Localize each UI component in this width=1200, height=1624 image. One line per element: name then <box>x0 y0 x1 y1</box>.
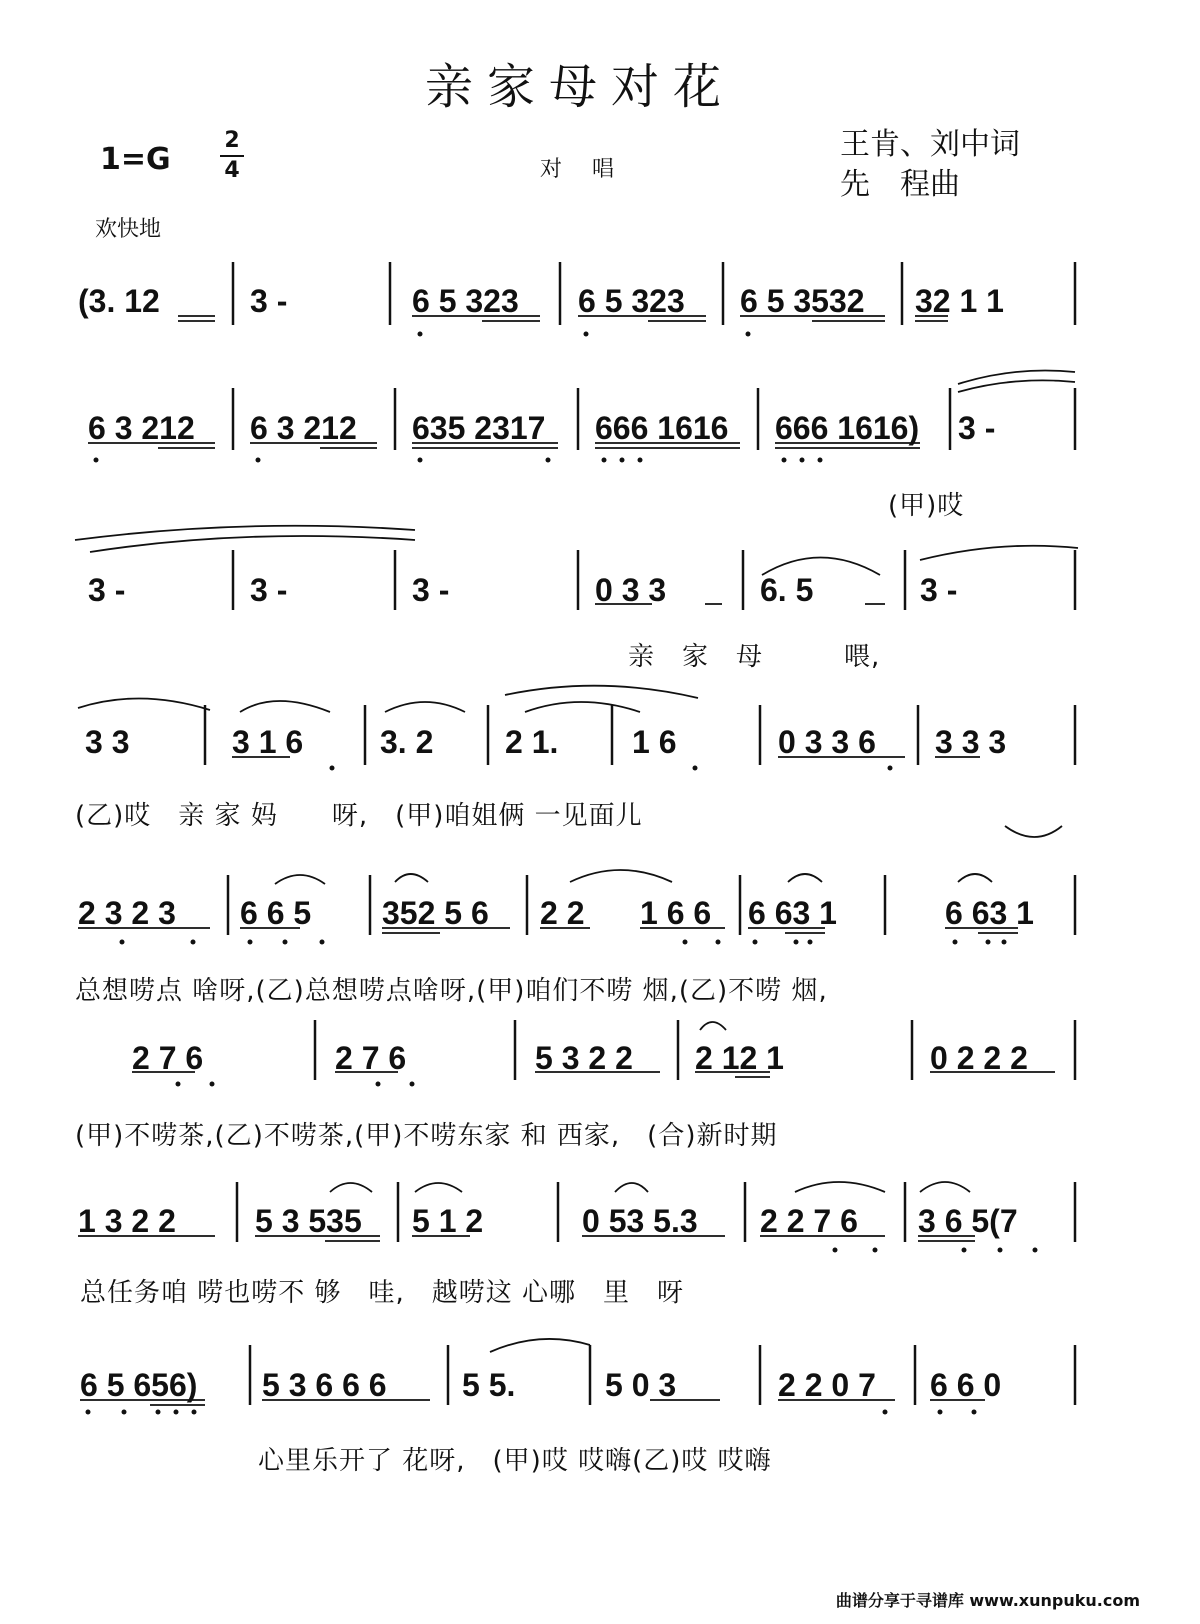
slur <box>700 1022 726 1030</box>
octave-dot <box>410 1082 415 1087</box>
measure: 1 3 2 2 <box>78 1203 176 1239</box>
octave-dot <box>122 1410 127 1415</box>
slur <box>1005 826 1062 837</box>
lyric-line: 亲 家 母 喂, <box>628 642 881 672</box>
measure: 2 2 <box>540 895 585 931</box>
slur <box>762 558 880 576</box>
key-signature: 1=G <box>100 142 171 177</box>
slur <box>90 536 415 552</box>
time-top: 2 <box>224 128 240 153</box>
measure: 3 - <box>412 572 450 608</box>
measure: 2 7 6 <box>335 1040 407 1076</box>
lyricist: 王肯、刘中词 <box>840 127 1020 162</box>
lyric-line: 总想唠点 啥呀,(乙)总想唠点啥呀,(甲)咱们不唠 烟,(乙)不唠 烟, <box>75 976 828 1006</box>
measure: 635 2317 <box>412 410 546 446</box>
measure: 2 1. <box>505 724 559 760</box>
octave-dot <box>418 458 423 463</box>
slur <box>240 701 330 712</box>
slur <box>275 875 325 884</box>
measure: 2 2 7 6 <box>760 1203 858 1239</box>
slur <box>570 870 672 882</box>
measure: 6 3 212 <box>88 410 195 446</box>
octave-dot <box>1002 940 1007 945</box>
measure: 6 6 5 <box>240 895 312 931</box>
measure: 3 - <box>920 572 958 608</box>
octave-dot <box>833 1248 838 1253</box>
measure: 0 3 3 <box>595 572 667 608</box>
octave-dot <box>191 940 196 945</box>
octave-dot <box>320 940 325 945</box>
octave-dot <box>210 1082 215 1087</box>
measure: 352 5 6 <box>382 895 489 931</box>
composer: 先 程曲 <box>840 167 960 202</box>
octave-dot <box>938 1410 943 1415</box>
measure: 3 1 6 <box>232 724 304 760</box>
measure: 6 5 323 <box>412 283 519 319</box>
octave-dot <box>998 1248 1003 1253</box>
octave-dot <box>888 766 893 771</box>
octave-dot <box>873 1248 878 1253</box>
slur <box>395 874 428 882</box>
measure: 6. 5 <box>760 572 814 608</box>
measure: 666 1616 <box>595 410 729 446</box>
octave-dot <box>808 940 813 945</box>
slur <box>788 874 822 882</box>
octave-dot <box>174 1410 179 1415</box>
measure: 666 1616) <box>775 410 920 446</box>
octave-dot <box>782 458 787 463</box>
octave-dot <box>683 940 688 945</box>
octave-dot <box>94 458 99 463</box>
octave-dot <box>283 940 288 945</box>
lyric-line: (乙)哎 亲 家 妈 呀, (甲)咱姐俩 一见面儿 <box>75 801 643 831</box>
slur <box>490 1339 590 1352</box>
slur <box>525 702 640 712</box>
measure: 3 - <box>250 283 288 319</box>
octave-dot <box>156 1410 161 1415</box>
octave-dot <box>620 458 625 463</box>
measure: 1 6 6 <box>640 895 712 931</box>
lyric-line: (甲)哎 <box>888 491 965 521</box>
octave-dot <box>376 1082 381 1087</box>
slur <box>415 1183 462 1192</box>
octave-dot <box>120 940 125 945</box>
measure: 0 3 3 6 <box>778 724 876 760</box>
site-watermark: 曲谱分享于寻谱库 www.xunpuku.com <box>835 1591 1140 1610</box>
measure: 0 53 5.3 <box>582 1203 698 1239</box>
octave-dot <box>330 766 335 771</box>
octave-dot <box>693 766 698 771</box>
measure: 2 7 6 <box>132 1040 204 1076</box>
slur <box>615 1183 648 1192</box>
measure: 2 3 2 3 <box>78 895 176 931</box>
octave-dot <box>986 940 991 945</box>
measure: 2 2 0 7 <box>778 1367 876 1403</box>
measure: 5 3 2 2 <box>535 1040 633 1076</box>
measure: 3 3 3 <box>935 724 1007 760</box>
measure: 6 5 656) <box>80 1367 198 1403</box>
octave-dot <box>248 940 253 945</box>
octave-dot <box>794 940 799 945</box>
octave-dot <box>546 458 551 463</box>
slur <box>330 1183 372 1192</box>
slur <box>920 546 1078 560</box>
measure: 5 3 6 6 6 <box>262 1367 387 1403</box>
measure: 3 - <box>88 572 126 608</box>
measure: 6 5 323 <box>578 283 685 319</box>
octave-dot <box>176 1082 181 1087</box>
octave-dot <box>638 458 643 463</box>
measure: 6 6 0 <box>930 1367 1002 1403</box>
tempo-marking: 欢快地 <box>95 217 162 242</box>
octave-dot <box>818 458 823 463</box>
performance-form: 对唱 <box>540 157 645 182</box>
octave-dot <box>972 1410 977 1415</box>
octave-dot <box>746 332 751 337</box>
octave-dot <box>418 332 423 337</box>
measure: 2 12 1 <box>695 1040 784 1076</box>
slur <box>795 1182 885 1192</box>
octave-dot <box>962 1248 967 1253</box>
measure: 6 5 3532 <box>740 283 865 319</box>
measure: 3 - <box>958 410 996 446</box>
octave-dot <box>192 1410 197 1415</box>
octave-dot <box>800 458 805 463</box>
lyric-line: 心里乐开了 花呀, (甲)哎 哎嗨(乙)哎 哎嗨 <box>258 1446 772 1476</box>
measure: 5 0 3 <box>605 1367 677 1403</box>
measure: 6 63 1 <box>748 895 837 931</box>
measure: 3. 2 <box>380 724 434 760</box>
slur <box>958 874 992 882</box>
octave-dot <box>256 458 261 463</box>
slur <box>920 1182 970 1192</box>
measure: 6 3 212 <box>250 410 357 446</box>
slur <box>505 686 698 698</box>
measure: 5 1 2 <box>412 1203 484 1239</box>
slur <box>385 702 465 712</box>
time-bottom: 4 <box>224 158 240 183</box>
measure: 32 1 1 <box>915 283 1004 319</box>
measure: 5 5. <box>462 1367 516 1403</box>
measure: 6 63 1 <box>945 895 1034 931</box>
measure: 1 6 <box>632 724 677 760</box>
song-title: 亲家母对花 <box>424 59 735 115</box>
lyric-line: 总任务咱 唠也唠不 够 哇, 越唠这 心哪 里 呀 <box>80 1278 685 1308</box>
measure: (3. 12 <box>78 283 160 319</box>
measure: 0 2 2 2 <box>930 1040 1028 1076</box>
lyric-line: (甲)不唠茶,(乙)不唠茶,(甲)不唠东家 和 西家, (合)新时期 <box>75 1121 778 1151</box>
measure: 3 6 5(7 <box>918 1203 1018 1239</box>
measure: 3 3 <box>85 724 130 760</box>
octave-dot <box>86 1410 91 1415</box>
octave-dot <box>584 332 589 337</box>
octave-dot <box>602 458 607 463</box>
slur <box>958 380 1075 392</box>
measure: 5 3 535 <box>255 1203 362 1239</box>
measure: 3 - <box>250 572 288 608</box>
octave-dot <box>953 940 958 945</box>
octave-dot <box>883 1410 888 1415</box>
slur <box>78 698 210 710</box>
octave-dot <box>1033 1248 1038 1253</box>
octave-dot <box>716 940 721 945</box>
octave-dot <box>753 940 758 945</box>
